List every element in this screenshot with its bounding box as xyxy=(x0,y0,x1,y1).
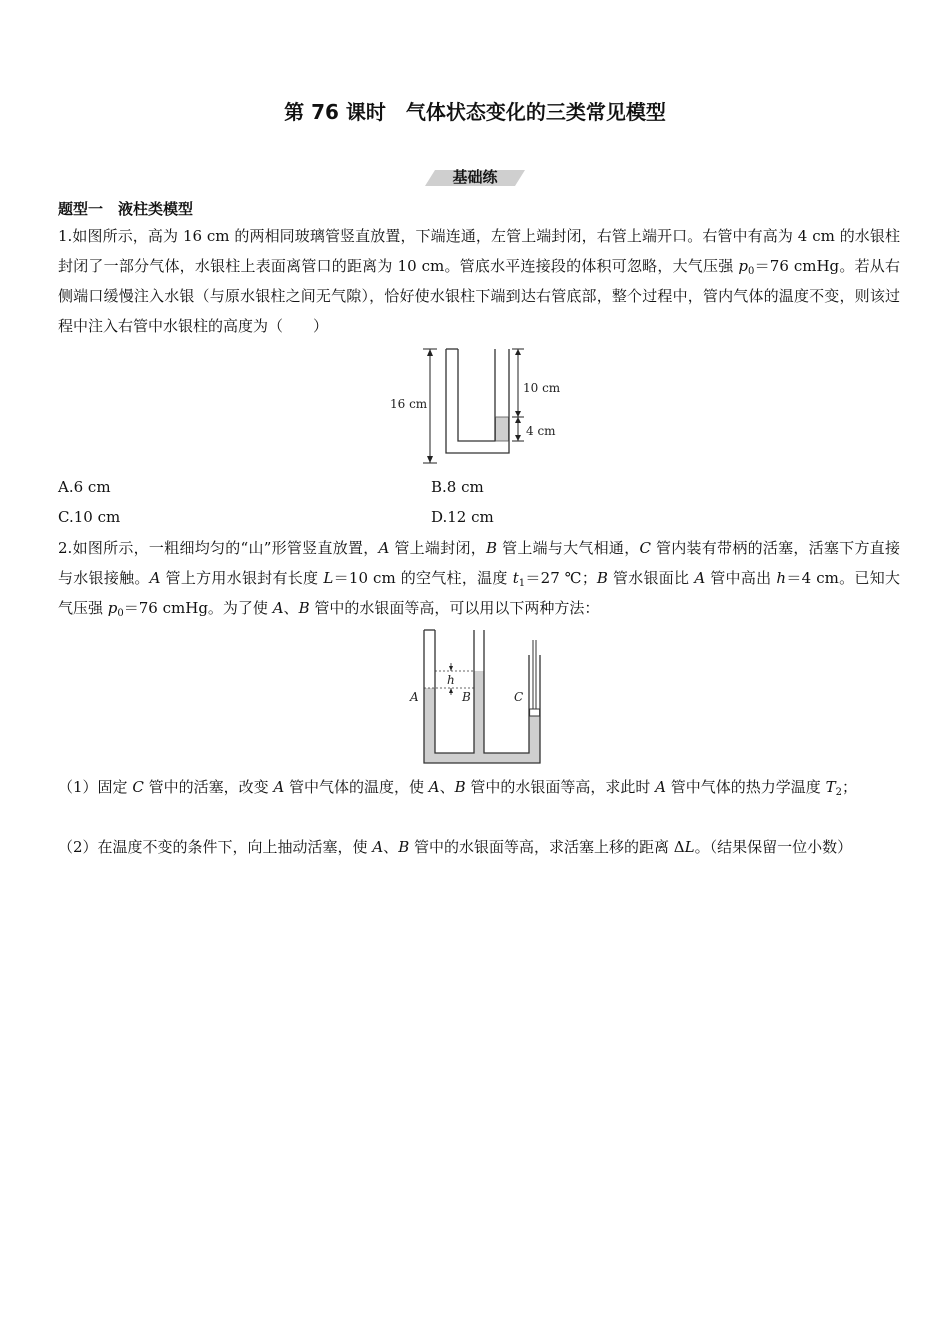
question-2-part-2: （2）在温度不变的条件下，向上抽动活塞，使 A、B 管中的水银面等高，求活塞上移的距离 ΔL。（结果保留一位小数） xyxy=(58,838,853,856)
label-4cm: 4 cm xyxy=(526,424,556,438)
label-10cm: 10 cm xyxy=(523,381,561,395)
page-title: 第 76 课时 气体状态变化的三类常见模型 xyxy=(284,100,666,124)
label-b: B xyxy=(462,690,471,704)
question-type-heading: 题型一 液柱类模型 xyxy=(58,200,194,218)
figure-1-tubes xyxy=(385,342,575,468)
option-a[interactable]: A.6 cm xyxy=(58,478,111,496)
question-1-text: 1.如图所示，高为 16 cm 的两相同玻璃管竖直放置，下端连通，左管上端封闭，右管上端开口。右管中有高为 4 cm 的水银柱封闭了一部分气体，水银柱上表面离管口的距离为 10 cm。管底水平连接段的体积可忽略，大气压强 $p_0=76$ cmHg。若从右侧端口缓慢注入水银（与原水银柱之间无气隙），恰好使水银柱下端到达右管底部，整个过程中，管内气体的温度不变，则该过程中注入右管中水银柱的高度为（ ） xyxy=(58,227,900,335)
question-2-text: 2.如图所示，一粗细均匀的“山”形管竖直放置，A 管上端封闭，B 管上端与大气相通，C 管内装有带柄的活塞，活塞下方直接与水银接触。A 管上方用水银封有长度 L＝10 cm 的空气柱，温度 $t_1=27$ ℃；B 管水银面比 A 管中高出 h＝4 cm。已知大气压强 $p_0=76$ cmHg。为了使 A、B 管中的水银面等高，可以用以下两种方法： xyxy=(58,539,900,619)
section-label: 基础练 xyxy=(452,168,498,186)
label-a: A xyxy=(410,690,419,704)
label-c: C xyxy=(514,690,524,704)
option-d[interactable]: D.12 cm xyxy=(431,508,494,526)
question-2-part-1: （1）固定 C 管中的活塞，改变 A 管中气体的温度，使 A、B 管中的水银面等高，求此时 A 管中气体的热力学温度 $T_2$； xyxy=(58,778,857,798)
figure-2-shan-tube xyxy=(405,625,555,765)
option-c[interactable]: C.10 cm xyxy=(58,508,121,526)
section-banner xyxy=(425,164,525,188)
label-16cm: 16 cm xyxy=(390,397,428,411)
label-h: h xyxy=(447,673,455,687)
option-b[interactable]: B.8 cm xyxy=(431,478,484,496)
